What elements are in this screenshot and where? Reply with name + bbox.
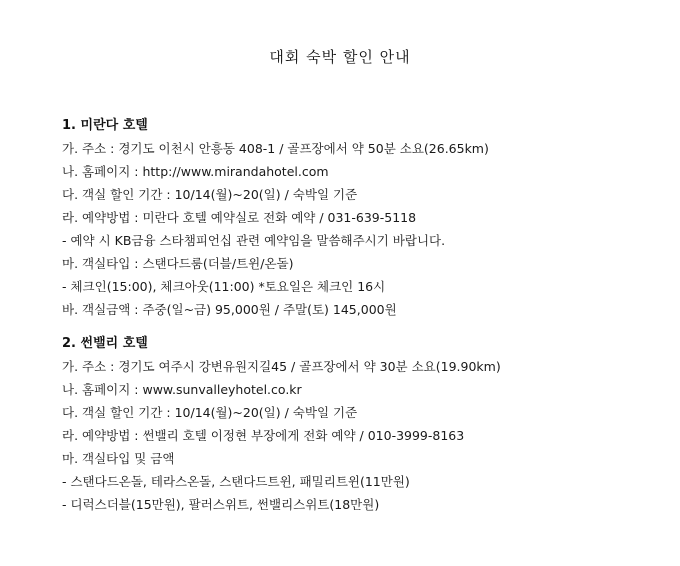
hotel-heading: 2. 썬밸리 호텔: [62, 336, 148, 351]
discount-period: 다. 객실 할인 기간 : 10/14(월)~20(일) / 숙박일 기준: [62, 187, 358, 202]
check-in-out-note: - 체크인(15:00), 체크아웃(11:00) *토요일은 체크인 16시: [62, 279, 386, 294]
hotel-address: 가. 주소 : 경기도 여주시 강변유원지길45 / 골프장에서 약 30분 소요(19.90km): [62, 359, 501, 374]
discount-period: 다. 객실 할인 기간 : 10/14(월)~20(일) / 숙박일 기준: [62, 405, 358, 420]
room-price-item: - 디럭스더블(15만원), 팔러스위트, 썬밸리스위트(18만원): [62, 497, 380, 512]
hotel-homepage: 나. 홈페이지 : http://www.mirandahotel.com: [62, 164, 329, 179]
hotel-section-sunvalley: [62, 332, 662, 516]
reservation-method: 라. 예약방법 : 미란다 호텔 예약실로 전화 예약 / 031-639-5118: [62, 210, 417, 225]
room-price: 바. 객실금액 : 주중(일~금) 95,000원 / 주말(토) 145,000원: [62, 302, 397, 317]
hotel-address: 가. 주소 : 경기도 이천시 안흥동 408-1 / 골프장에서 약 50분 소요(26.65km): [62, 141, 489, 156]
reservation-note: - 예약 시 KB금융 스타챔피언십 관련 예약임을 말씀해주시기 바랍니다.: [62, 233, 446, 248]
reservation-method: 라. 예약방법 : 썬밸리 호텔 이정현 부장에게 전화 예약 / 010-3999-8163: [62, 428, 465, 443]
hotel-section-miranda: [62, 114, 662, 321]
hotel-homepage: 나. 홈페이지 : www.sunvalleyhotel.co.kr: [62, 382, 302, 397]
hotel-heading: 1. 미란다 호텔: [62, 118, 148, 133]
room-price-item: - 스탠다드온돌, 테라스온돌, 스탠다드트윈, 패밀리트윈(11만원): [62, 474, 410, 489]
room-type: 마. 객실타입 : 스탠다드룸(더블/트윈/온돌): [62, 256, 294, 271]
room-type-and-price: 마. 객실타입 및 금액: [62, 451, 175, 466]
document-title: 대회 숙박 할인 안내: [269, 48, 411, 66]
